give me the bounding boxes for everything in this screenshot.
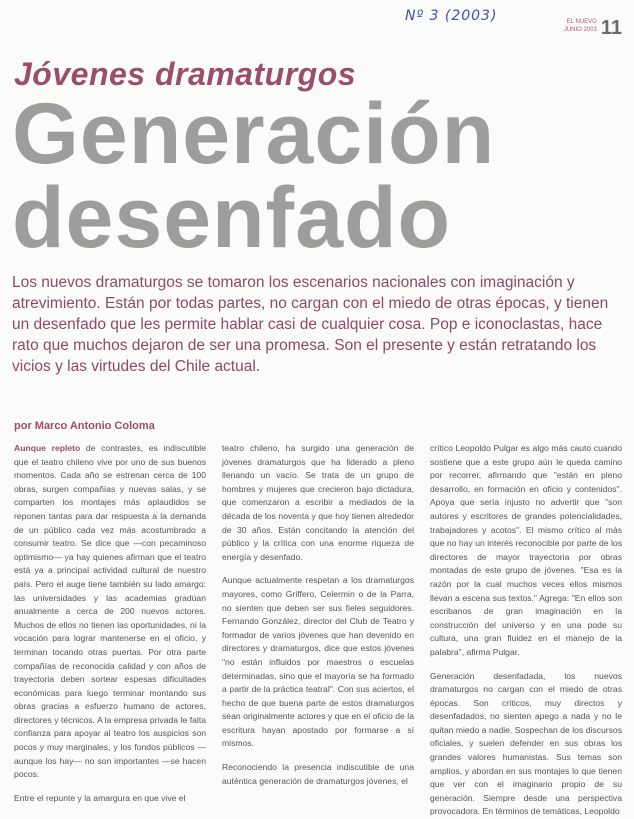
headline-line-1: Generación — [12, 86, 495, 182]
column-1 — [14, 442, 206, 794]
column-2 — [222, 442, 414, 794]
headline — [12, 92, 495, 260]
page-number: 11 — [601, 18, 622, 38]
paragraph: Aunque actualmente respetan a los dramaturgos mayores, como Griffero, Celermin o de la Parra, no sienten que deben ser sus fieles seguidores. Fernando González, director del Club de Teatro y formador de varios jóvenes que han devenido en directores y dramaturgos, dice que estos jóvenes "no están influidos por maestros o escuelas determinadas, sino que el mayoría se ha formado a partir de la práctica teatral". Con sus aciertos, el hecho de que buena parte de estos dramaturgos sean originalmente actores y que en el oficio de la escritura hayan apostado por formarse a sí mismos. — [222, 574, 414, 751]
page-header — [564, 18, 622, 38]
paragraph — [14, 442, 206, 782]
paragraph: crítico Leopoldo Pulgar es algo más cauto cuando sostiene que a este grupo aún le queda camino por recorrer, afirmando que "están en pleno desarrollo, en formación en oficio y contenidos". Apoya que sería injusto no advertir que "son autores y escritores de grandes potencialidades, trabajadores y acotos". El mismo crítico al más que no hay un interés reconocible por parte de los directores de mayor trayectoria por obras montadas de este grupo de jóvenes. "Esa es la razón por la cual muchos veces ellos mismos llevan a escena sus textos." Agrega: "En ellos son escribanos de gran imaginación en la construcción del universo y en una pode su cultura, una gran fluidez en el manejo de la palabra", afirma Pulgar. — [430, 442, 622, 660]
kicker: Jóvenes dramaturgos — [14, 56, 356, 93]
lede: Los nuevos dramaturgos se tomaron los escenarios nacionales con imaginación y atrevimiento. Están por todas partes, no cargan con el miedo de otras épocas, y tienen un desenfado que les permite hablar casi de cualquier cosa. Pop e iconoclastas, hace rato que muchos dejaron de ser una promesa. Son el presente y están retratando los vicios y las virtudes del Chile actual. — [12, 272, 612, 377]
paragraph: teatro chileno, ha surgido una generación de jóvenes dramaturgos que ha liderado a pleno llenando un vacío. Se trata de un grupo de hombres y mujeres que crecieron bajo dictadura, que comenzaron a escribir a mediados de la década de los noventa y que hoy tienen alrededor de 30 años. Están concitando la atención del público y la crítica con una enorme riqueza de energía y desenfado. — [222, 442, 414, 564]
paragraph: Entre el repunte y la amargura en que vive el — [14, 792, 206, 806]
paragraph: Generación desenfadada, los nuevos dramaturgos no cargan con el miedo de otras épocas. Son críticos, muy directos y desenfadados, no sienten apego a nada y no le quitan miedo a nadie. Sospechan de los discursos oficiales, y suelen defender en sus obras los grandes valores humanistas. Sus temas son amplios, y abordan en sus montajes lo que tienen que ver con el imaginario propio de su generación. Siempre desde una perspectiva provocadora. En términos de temáticas, Leopoldo — [430, 670, 622, 819]
byline: por Marco Antonio Coloma — [14, 420, 155, 432]
paragraph-text: de contrastes, es indiscutible que el teatro chileno vive por uno de sus buenos momentos. Cada año se estrenan cerca de 100 obras, surgen compañías y nuevas salas, y se comparten los montajes más aplaudidos se reponen tantas para dar respuesta a la demanda de un público cada vez más acostumbrado a consumir teatro. Se dice que —con pecaminoso optimismo— ya hay quienes afirman que el teatro está ya a principal actividad cultural de nuestro país. Pero el auge tiene también su lado amargo: las universidades y las academias gradúan anualmente a cerca de 200 nuevos actores. Muchos de ellos no tienen las oportunidades, ni la vocación para lograr mantenerse en el oficio, y terminan tocando otras puertas. Por otra parte compañías de reconocida calidad y con años de trayectoria deben sortear espesas dificultades económicas para luego terminar montando sus obras gracias a esfuerzo humano de actores, directores y técnicos. A la empresa privada le falta confianza para apoyar al teatro los auspicios son pocos y muy marginales, y los fondos públicos —aunque los hay— no son importantes —se hacen pocos. — [14, 443, 206, 779]
publication-line-1: EL NUEVO — [564, 18, 597, 26]
paragraph: Reconociendo la presencia indiscutible de una auténtica generación de dramaturgos jóvenes, el — [222, 761, 414, 788]
lead-in: Aunque repleto — [14, 443, 80, 453]
headline-line-2: desenfado — [12, 170, 451, 266]
column-3 — [430, 442, 622, 794]
publication-line-2: JUNIO 2003 — [564, 26, 597, 34]
handwritten-note: Nº 3 (2003) — [405, 8, 497, 24]
publication-info — [564, 18, 597, 34]
article-body — [14, 442, 622, 794]
